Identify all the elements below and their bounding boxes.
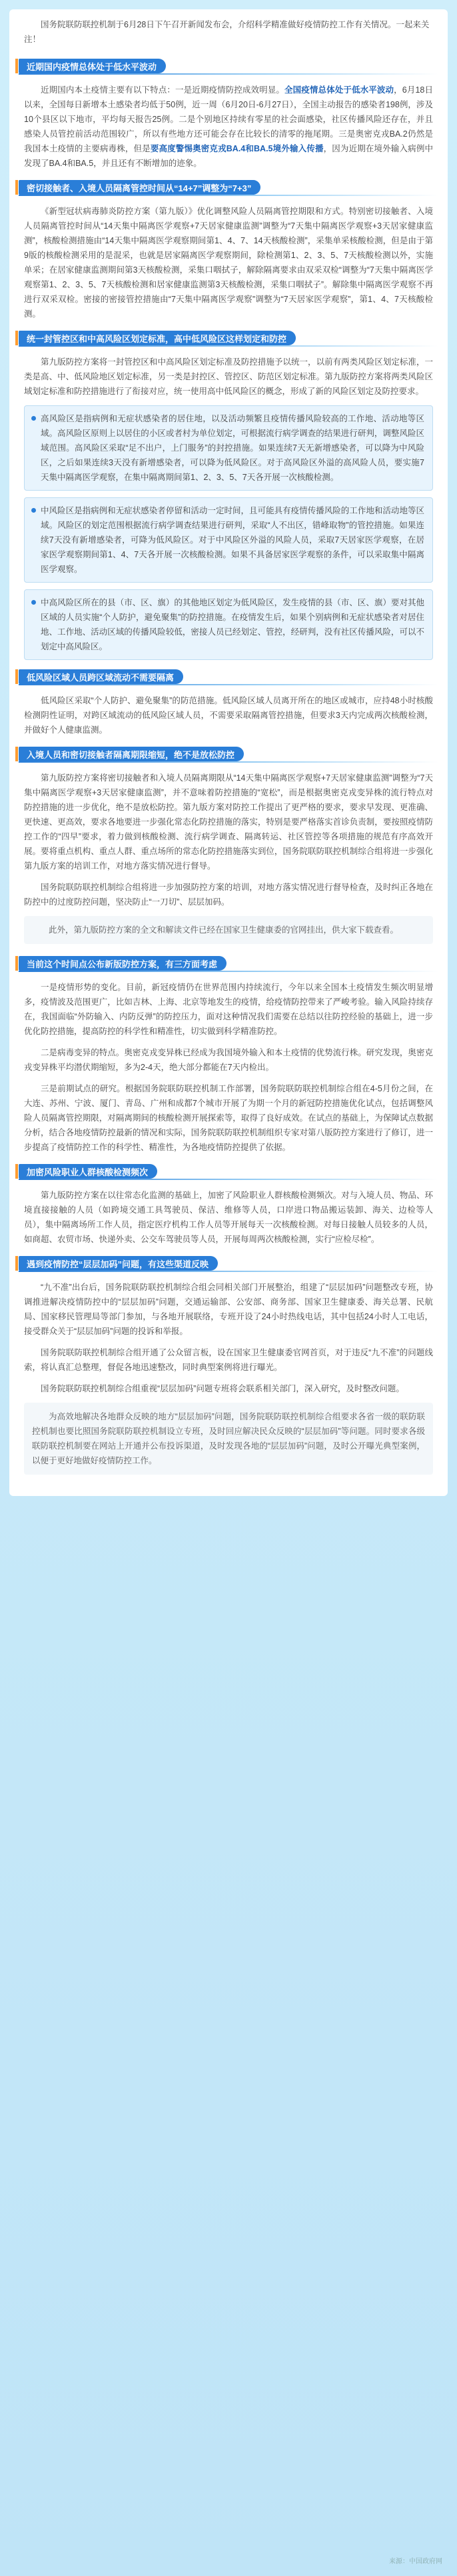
section-heading: [9, 177, 448, 197]
paragraph: 一是疫情形势的变化。目前，新冠疫情仍在世界范围内持续流行，今年以来全国本土疫情发生频次明显增多，疫情波及范围更广，比如吉林、上海、北京等地发生的疫情，给疫情防控带来了严峻考验。输入风险持续存在，我国面临“外防输入、内防反弹”的防控压力，面对这种情况我们需要在总结以往防控经验的基础上，进一步优化防控措施，提高防控的科学性和精准性，切实做到科学精准防控。: [24, 983, 433, 1036]
section-heading: [9, 1253, 448, 1273]
section-title: 密切接触者、入境人员隔离管控时间从“14+7”调整为“7+3”: [27, 183, 252, 193]
section-title: 加密风险职业人群核酸检测频次: [27, 1167, 149, 1177]
intro-text: 国务院联防联控机制于6月28日下午召开新闻发布会，介绍科学精准做好疫情防控工作有关情况。一起来关注！: [24, 20, 430, 44]
section-heading: [9, 328, 448, 348]
source-footer: 来源：中国政府网: [389, 2558, 442, 2565]
paragraph: “九不准”出台后，国务院联防联控机制综合组会同相关部门开展整治，组建了“层层加码”问题整改专班，协调推进解决疫情防控中的“层层加码”问题，交通运输部、公安部、商务部、国家卫生健康委、海关总署、民航局、国家移民管理局等部门参加，与各地开展联络，专班开设了24小时热线电话，其中包括24小时人工电话，接受群众关于“层层加码”问题的投诉和举报。: [24, 1283, 433, 1336]
paragraph: 近期国内本土疫情主要有以下特点：一是近期疫情防控成效明显。全国疫情总体处于低水平波动，6月18日以来，全国每日新增本土感染者均低于50例，近一周（6月20日-6月27日），全国主动报告的感染者198例，涉及10个县区以下地市，平均每天报告25例。二是个别地区持续有零星的社会面感染，社区传播风险还存在，并且感染人员管控前活动范围较广，所以有些地方还可能会存在比较长的清零的拖尾期。三是奥密克戎BA.2仍然是我国本土疫情的主要病毒株，但是要高度警惕奥密克戎BA.4和BA.5境外输入传播，因为近期在境外输入病例中发现了BA.4和BA.5，并且还有不断增加的迹象。: [24, 85, 433, 168]
paragraph: 三是前期试点的研究。根据国务院联防联控机制工作部署，国务院联防联控机制综合组在4-5月份之间，在大连、苏州、宁波、厦门、青岛、广州和成都7个城市开展了为期一个月的新冠防控措施优化试点，包括调整风险人员隔离管控期限，对隔离期间的核酸检测开展探索等，取得了良好成效。在试点的基础上，为保障试点数据分析，结合各地疫情防控最新的情况和实际，国务院联防联控机制组织专家对第八版防控方案进行了修订，进一步提高了疫情防控工作的科学性、精准性，为各地疫情防控提供了依据。: [24, 1084, 433, 1152]
paragraph: 低风险区采取“个人防护、避免聚集”的防范措施。低风险区域人员离开所在的地区或城市，应持48小时核酸检测阴性证明，对跨区域流动的低风险区域人员，不需要采取隔离管控措施，但要求3天内完成两次核酸检测，并做好个人健康监测。: [24, 696, 433, 735]
highlight: 全国疫情总体处于低水平波动: [284, 85, 394, 95]
note-box: 此外，第九版防控方案的全文和解读文件已经在国家卫生健康委的官网挂出，供大家下载查看。: [24, 916, 433, 944]
section-title: 入境人员和密切接触者隔离期限缩短，绝不是放松防控: [27, 749, 235, 760]
info-box-medium-risk: 中风险区是指病例和无症状感染者停留和活动一定时间，且可能具有疫情传播风险的工作地和活动地等区域。风险区的划定范围根据流行病学调查结果进行研判，采取“人不出区，错峰取物”的管控措施。如果连续7天没有新增感染者，可降为低风险区。对于中风险区外溢的风险人员，采取7天居家医学观察，在居家医学观察期间第1、4、7天各开展一次核酸检测。如果不具备居家医学观察的条件，可以采取集中隔离医学观察。: [24, 497, 433, 583]
section-heading: [9, 56, 448, 76]
section-heading: [9, 1161, 448, 1181]
section-heading: [9, 744, 448, 764]
note-box: 为高效地解决各地群众反映的地方“层层加码”问题，国务院联防联控机制综合组要求各省一级的联防联控机制也要比照国务院联防联控机制设立专班，及时回应解决民众反映的“层层加码”等问题。同时要求各级联防联控机制要在网站上开通并公布投诉渠道，及时发现各地的“层层加码”问题，及时公开曝光典型案例，以便于更好地做好疫情防控工作。: [24, 1403, 433, 1475]
info-box-low-risk: 中高风险区所在的县（市、区、旗）的其他地区划定为低风险区，发生疫情的县（市、区、旗）要对其他区域的人员实施“个人防护，避免聚集”的防控措施。在疫情发生后，如果个别病例和无症状感染者对居住地、工作地、活动区域的传播风险较低，密接人员已经划定、管控，经研判，没有社区传播风险，可以不划定中高风险区。: [24, 589, 433, 660]
section-heading: [9, 953, 448, 973]
paragraph: 国务院联防联控机制综合组开通了公众留言板，设在国家卫生健康委官网首页，对于违反“九不准”的问题线索，将认真汇总整理，督促各地迅速整改，同时典型案例将进行曝光。: [24, 1348, 433, 1372]
paragraph: 二是病毒变异的特点。奥密克戎变异株已经成为我国境外输入和本土疫情的优势流行株。研究发现，奥密克戎变异株平均潜伏期缩短，多为2-4天，绝大部分都能在7天内检出。: [24, 1048, 433, 1072]
paragraph: 第九版防控方案在以往常态化监测的基础上，加密了风险职业人群核酸检测频次。对与入境人员、物品、环境直接接触的人员（如跨境交通工具驾驶员、保洁、维修等人员，口岸进口物品搬运装卸、海关、边检等人员），集中隔离场所工作人员，指定医疗机构工作人员等开展每天一次核酸检测。对每日接触人员较多的人员，如商超、农贸市场、快递外卖、公交车驾驶员等人员，开展每周两次核酸检测，实行“应检尽检”。: [24, 1191, 433, 1244]
paragraph: 第九版防控方案将一封管控区和中高风险区划定标准及防控措施予以统一，以前有两类风险区划定标准，一类是高、中、低风险地区划定标准，另一类是封控区、管控区、防范区划定标准。第九版防控方案将两类风险区域划定标准和防控措施进行了衔接对应，统一使用高中低风险区的概念，形成了新的风险区划定及防控要求。: [24, 357, 433, 396]
info-box-high-risk: 高风险区是指病例和无症状感染者的居住地，以及活动频繁且疫情传播风险较高的工作地、活动地等区域。高风险区原则上以居住的小区或者村为单位划定，可根据流行病学调查的结果进行研判，调整风险区域范围。高风险区采取“足不出户，上门服务”的封控措施。如果连续7天无新增感染者，可以降为中风险区，之后如果连续3天没有新增感染者，可以降为低风险区。对于高风险区外溢的高风险人员，要实施7天集中隔离医学观察，在集中隔离期间第1、2、3、5、7天各开展一次核酸检测。: [24, 405, 433, 491]
section-title: 统一封管控区和中高风险区划定标准，高中低风险区这样划定和防控: [27, 333, 287, 344]
section-heading: [9, 667, 448, 687]
section-title: 当前这个时间点公布新版防控方案，有三方面考虑: [27, 959, 218, 969]
paragraph: 国务院联防联控机制综合组将进一步加强防控方案的培训，对地方落实情况进行督导检查，及时纠正各地在防控中的过度防控问题，坚决防止“一刀切”、层层加码。: [24, 883, 433, 907]
section-title: 近期国内疫情总体处于低水平波动: [27, 61, 157, 72]
paragraph: 国务院联防联控机制综合组重视“层层加码”问题专班将会联系相关部门，深入研究，及时整改问题。: [41, 1384, 404, 1393]
paragraph: 第九版防控方案将密切接触者和入境人员隔离期限从“14天集中隔离医学观察+7天居家健康监测”调整为“7天集中隔离医学观察+3天居家健康监测”，并不意味着防控措施的“宽松”，而是根据奥密克戎变异株的流行特点对防控措施的进一步优化，绝不是放松防控。第九版方案对防控工作提出了更严格的要求，要求早发现、更准确、更快速、更高效，要求各地要进一步强化常态化防控措施的落实，特别是要严格落实首诊负责制，要按照疫情防控工作的“四早”要求，着力做到核酸检测、流行病学调查、隔离转运、社区管控等各项措施的规范有序高效开展。要将重点机构、重点人群、重点场所的常态化防控措施落实到位，国务院联防联控机制综合组将进一步强化第九版方案的培训工作，对地方落实情况进行督导。: [24, 773, 433, 871]
highlight: 要高度警惕奥密克戎BA.4和BA.5境外输入传播: [150, 144, 324, 153]
paragraph: 《新型冠状病毒肺炎防控方案（第九版）》优化调整风险人员隔离管控期限和方式。特别密切接触者、入境人员隔离管控时间从“14天集中隔离医学观察+7天居家健康监测”调整为“7天集中隔离医学观察+3天居家健康监测”，核酸检测措施由“14天集中隔离医学观察期间第1、4、7、14天核酸检测”，采集单采核酸检测，但是由于第9版的核酸检测采用的是混采，也就是居家隔离医学观察期间，除检测第1、2、3、5、7天核酸检测以外，实施单采；在居家健康监测期间第3天核酸检测，采集口咽拭子，解除隔离要求由双采双检“调整为“7天集中隔离医学观察第1、2、3、5、7天核酸检测和居家健康监测第3天核酸检测，采集口咽拭子”。解除集中隔离医学观察不再进行双采双检。密接的密接管控措施由“7天集中隔离医学观察”调整为“7天居家医学观察”，第1、4、7天核酸检测。: [24, 207, 433, 319]
article-card: [9, 9, 448, 1496]
section-title: 遇到疫情防控“层层加码”问题，有这些渠道反映: [27, 1259, 209, 1269]
section-title: 低风险区域人员跨区域流动不需要隔离: [27, 672, 175, 683]
